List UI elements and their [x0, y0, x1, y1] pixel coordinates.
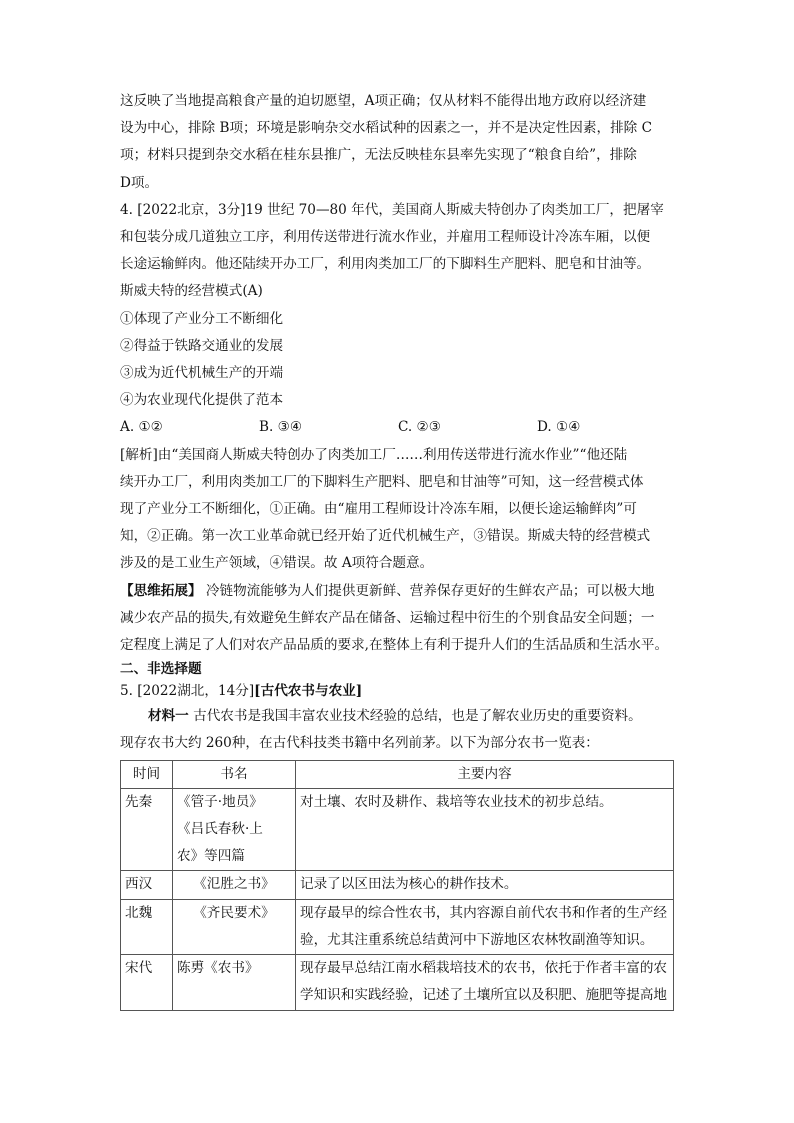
content-line: 现存最早的综合性农书，其内容源自前代农书和作者的生产经 [300, 904, 668, 921]
extension-text: 冷链物流能够为人们提供更新鲜、营养保存更好的生鲜农产品；可以极大地 [201, 582, 655, 599]
cell-time: 宋代 [121, 955, 173, 1010]
cell-book [173, 788, 296, 871]
statement-item: ②得益于铁路交通业的发展 [120, 337, 284, 354]
book-line: 《吕氏春秋·上 [177, 821, 263, 838]
question-5 [120, 679, 676, 1010]
cell-book [173, 899, 296, 954]
text-line: 这反映了当地提高粮食产量的迫切愿望，A项正确；仅从材料不能得出地方政府以经济建 [120, 93, 647, 109]
header-time: 时间 [121, 760, 173, 788]
question-topic: [古代农书与农业] [254, 683, 363, 700]
cell-time: 北魏 [121, 899, 173, 954]
q3-analysis [120, 88, 676, 197]
question-stem: 长途运输鲜肉。他还陆续开办工厂，利用肉类加工厂的下脚料生产肥料、肥皂和甘油等。 [120, 256, 651, 273]
statement-item: ④为农业现代化提供了范本 [120, 392, 284, 409]
header-book: 书名 [173, 760, 296, 788]
book-line: 《管子·地员》 [177, 793, 263, 810]
question-head [120, 679, 676, 703]
cell-content [296, 955, 674, 1010]
material-label: 材料一 [148, 708, 189, 725]
text-line: 设为中心，排除 B项；环境是影响杂交水稻试种的因素之一，并不是决定性因素，排除 C [120, 120, 652, 137]
table-row [121, 871, 674, 899]
text-line: 项；材料只提到杂交水稻在桂东县推广，无法反映桂东县率先实现了“粮食自给”，排除 [120, 147, 637, 164]
table-row [121, 788, 674, 871]
content-line: 验，尤其注重系统总结黄河中下游地区农林牧副渔等知识。 [300, 931, 654, 948]
cell-book [173, 955, 296, 1010]
book-line: 陈旉《农书》 [177, 960, 259, 977]
option-c: C. ②③ [398, 419, 441, 436]
question-stem: 和包装分成几道独立工序，利用传送带进行流水作业，并雇用工程师设计冷冻车厢，以便 [120, 229, 651, 246]
text-line: D项。 [120, 174, 159, 191]
statement-item: ①体现了产业分工不断细化 [120, 310, 284, 327]
analysis-line: 知，②正确。第一次工业革命就已经开始了近代机械生产，③错误。斯威夫特的经营模式 [120, 528, 651, 545]
cell-content [296, 899, 674, 954]
material-line: 现存农书大约 260种，在古代科技类书籍中名列前茅。以下为部分农书一览表： [120, 735, 599, 752]
answer-options [120, 414, 676, 441]
table-row [121, 955, 674, 1010]
material-line [120, 703, 676, 730]
cell-book [173, 871, 296, 899]
question-stem: 斯威夫特的经营模式(A) [120, 283, 263, 300]
table-row [121, 899, 674, 954]
document-page [120, 88, 676, 1011]
content-line: 记录了以区田法为核心的耕作技术。 [300, 876, 518, 893]
cell-content [296, 871, 674, 899]
cell-time: 西汉 [121, 871, 173, 899]
material-text: 古代农书是我国丰富农业技术经验的总结，也是了解农业历史的重要资料。 [188, 708, 642, 725]
option-b: B. ③④ [259, 419, 303, 436]
content-line: 对土壤、农时及耕作、栽培等农业技术的初步总结。 [300, 793, 613, 810]
question-4 [120, 197, 676, 659]
analysis-line: 涉及的是工业生产领域，④错误。故 A项符合题意。 [120, 555, 434, 572]
extension-line [120, 578, 676, 605]
option-d: D. ①④ [537, 419, 581, 436]
book-line: 农》等四篇 [177, 848, 245, 865]
extension-line: 定程度上满足了人们对农产品品质的要求,在整体上有利于提升人们的生活品质和生活水平。 [120, 637, 669, 654]
option-a: A. ①② [120, 419, 163, 436]
extension-label: 【思维拓展】 [120, 582, 202, 599]
header-content: 主要内容 [296, 760, 674, 788]
book-line: 《氾胜之书》 [193, 876, 275, 893]
statement-item: ③成为近代机械生产的开端 [120, 365, 284, 382]
content-line: 现存最早总结江南水稻栽培技术的农书，依托于作者丰富的农 [300, 960, 668, 977]
extension-line: 减少农产品的损失,有效避免生鲜农产品在储备、运输过程中衍生的个别食品安全问题；一 [120, 609, 655, 626]
analysis-line: 续开办工厂，利用肉类加工厂的下脚料生产肥料、肥皂和甘油等”可知，这一经营模式体 [120, 473, 644, 490]
analysis-line: [解析]由“美国商人斯威夫特创办了肉类加工厂……利用传送带进行流水作业”“他还陆 [120, 446, 628, 463]
content-line: 学知识和实践经验，记述了土壤所宜以及积肥、施肥等提高地 [300, 987, 668, 1004]
question-stem: 4. [2022北京，3分]19 世纪 70—80 年代，美国商人斯威夫特创办了肉类加工厂，把屠宰 [120, 201, 664, 218]
book-line: 《齐民要术》 [193, 904, 275, 921]
cell-content [296, 788, 674, 871]
analysis-line: 现了产业分工不断细化，①正确。由“雇用工程师设计冷冻车厢，以便长途运输鲜肉”可 [120, 501, 637, 518]
cell-time: 先秦 [121, 788, 173, 871]
question-source: 5. [2022湖北，14分] [120, 683, 255, 700]
agricultural-books-table [120, 760, 674, 1011]
section-title: 二、非选择题 [120, 661, 202, 678]
table-header-row [121, 760, 674, 788]
